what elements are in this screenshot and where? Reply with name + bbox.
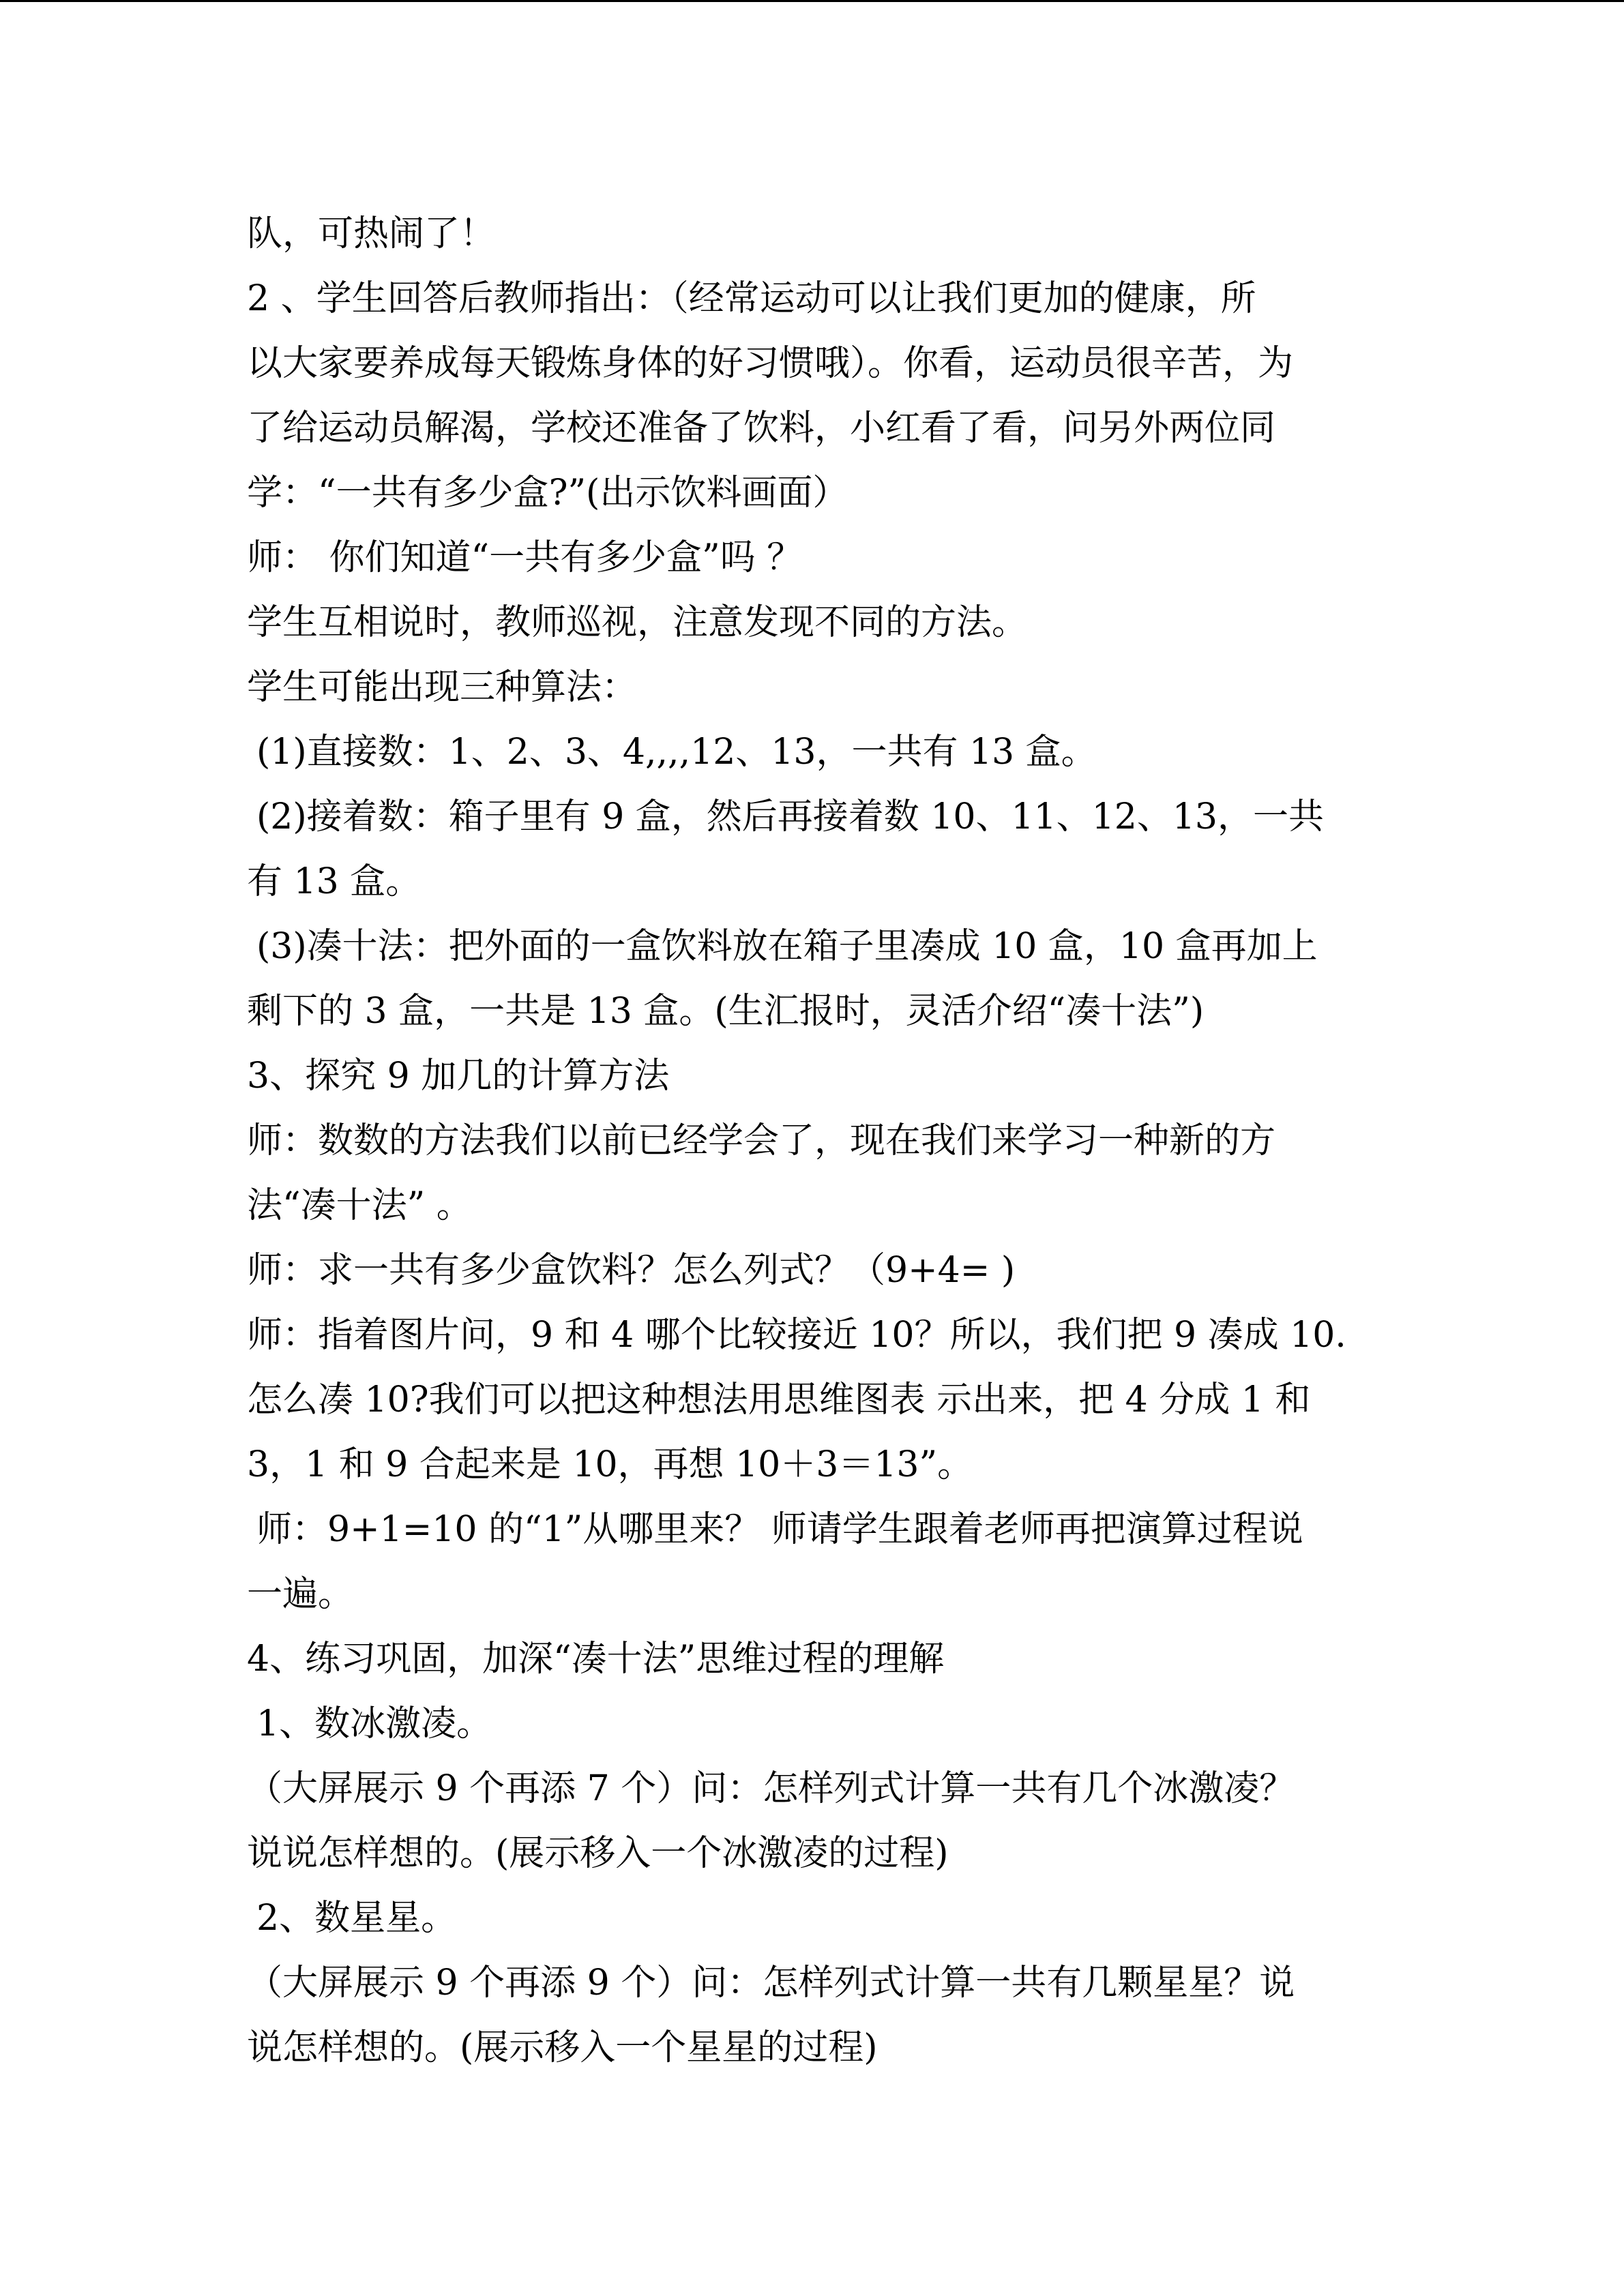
text-line: 说说怎样想的。(展示移入一个冰激凌的过程) [247,1833,949,1874]
text-line: 剩下的 3 盒，一共是 13 盒。(生汇报时，灵活介绍“凑十法”) [247,991,1205,1032]
exercise-item-2: 2、数星星。 [256,1898,457,1939]
document-body [247,202,1379,2081]
text-line: 一遍。 [247,1574,354,1615]
text-line: 师： 你们知道“一共有多少盒”吗 ？ [247,537,803,578]
section-heading-3: 3、探究 9 加几的计算方法 [247,1056,670,1097]
text-line: 3，1 和 9 合起来是 10，再想 10＋3＝13”。 [247,1444,973,1485]
method-item-2: (2)接着数：箱子里有 9 盒，然后再接着数 10、11、12、13，一共 [256,796,1325,837]
text-line: 学：“一共有多少盒?”(出示饮料画面） [247,473,848,513]
text-line: 怎么凑 10?我们可以把这种想法用思维图表 示出来，把 4 分成 1 和 [247,1380,1311,1420]
text-line: 师：9+1=10 的“1”从哪里来？ 师请学生跟着老师再把演算过程说 [256,1509,1303,1550]
exercise-item-1: 1、数冰激凌。 [256,1703,492,1744]
text-line: 2 、学生回答后教师指出：（经常运动可以让我们更加的健康，所 [247,278,1256,319]
section-heading-4: 4、练习巩固，加深“凑十法”思维过程的理解 [247,1639,945,1680]
text-line: 法“凑十法” 。 [247,1185,472,1226]
method-item-3: (3)凑十法：把外面的一盒饮料放在箱子里凑成 10 盒，10 盒再加上 [256,926,1318,967]
text-line: 师：数数的方法我们以前已经学会了，现在我们来学习一种新的方 [247,1120,1276,1161]
page-top-border [0,0,1624,2]
text-line: 队，可热闹了！ [247,213,496,254]
method-item-1: (1)直接数：1、2、3、4,,,,12、13，一共有 13 盒。 [256,732,1097,773]
text-line: 以大家要养成每天锻炼身体的好习惯哦）。你看，运动员很辛苦，为 [247,343,1294,384]
text-line: 学生可能出现三种算法： [247,667,638,708]
text-line: 有 13 盒。 [247,861,422,902]
text-line: 了给运动员解渴，学校还准备了饮料，小红看了看，问另外两位同 [247,408,1276,449]
text-line: 学生互相说时，教师巡视，注意发现不同的方法。 [247,602,1028,643]
text-line: （大屏展示 9 个再添 9 个）问：怎样列式计算一共有几颗星星？说 [247,1963,1295,2003]
text-line: 说怎样想的。(展示移入一个星星的过程) [247,2027,878,2068]
text-line: （大屏展示 9 个再添 7 个）问：怎样列式计算一共有几个冰激凌？ [247,1768,1295,1809]
text-line: 师：指着图片问，9 和 4 哪个比较接近 10？所以，我们把 9 凑成 10. [247,1315,1346,1356]
text-line: 师：求一共有多少盒饮料？怎么列式？（9+4= ) [247,1250,1016,1291]
